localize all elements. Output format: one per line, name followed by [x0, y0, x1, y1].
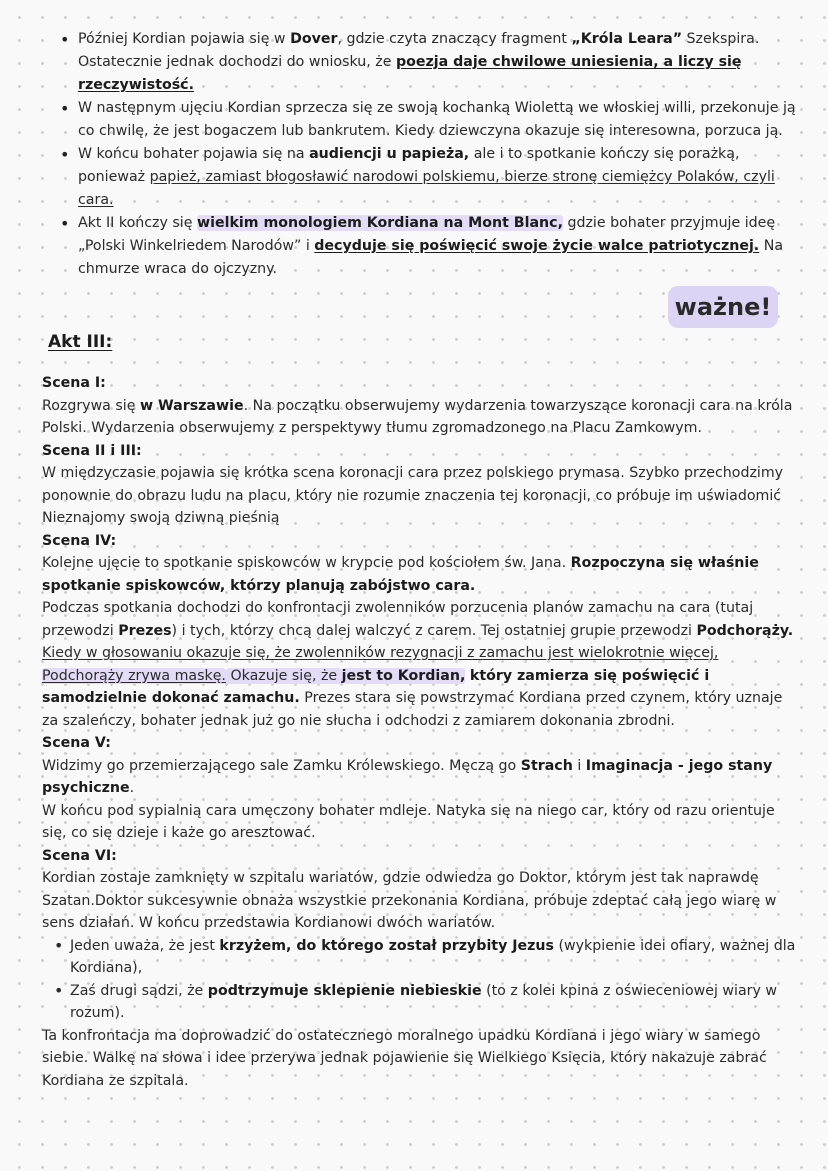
text-run: Okazuje się, że	[225, 667, 342, 684]
bold-text: Dover	[290, 31, 338, 47]
paragraph	[42, 1025, 802, 1093]
madmen-list	[42, 935, 802, 1025]
paragraph	[42, 462, 802, 530]
important-sticker: ważne!	[668, 286, 778, 328]
bullet-item	[58, 143, 798, 212]
text-run: (to z kolei kpina z oświeceniowej wiary w rozum).	[70, 982, 778, 1021]
scene-heading: Scena I:	[42, 375, 106, 391]
text-run: , gdzie czyta znaczący fragment	[337, 31, 572, 47]
text-run: ) i tych, którzy chcą dalej walczyć z carem. Tej ostatniej grupie przewodzi	[171, 622, 697, 639]
paragraph	[42, 597, 802, 732]
list-item	[70, 980, 802, 1025]
underlined-text: Podchorąży zrywa maskę.	[42, 667, 226, 684]
scene-heading: Scena IV:	[42, 532, 117, 549]
bold-text: „Króla Leara”	[571, 31, 683, 47]
act-two-bullet-list	[58, 28, 798, 281]
paragraph	[42, 800, 802, 845]
text-run: Rozgrywa się	[42, 397, 140, 414]
paragraph	[42, 395, 802, 440]
bold-text: w Warszawie	[139, 397, 244, 414]
scene-heading: Scena II i III:	[42, 442, 142, 459]
bold-text: który zamierza się poświęcić i samodzielnie dokonać zamachu.	[42, 667, 710, 706]
text-run: (wykpienie idei ofiary, ważnej dla Kordiana),	[70, 937, 796, 976]
paragraph	[42, 552, 802, 597]
text-run: Jeden uważa, że jest	[70, 937, 220, 954]
bullet-item	[58, 97, 798, 143]
scene-heading: Scena VI:	[42, 847, 117, 864]
bold-text: audiencji u papieża,	[309, 146, 470, 162]
underlined-text: papież, zamiast błogosławić narodowi polskiemu, bierze stronę ciemiężcy Polaków, czyli cara.	[78, 169, 775, 208]
bold-text: wielkim monologiem Kordiana na Mont Blanc,	[196, 215, 563, 231]
paragraph	[42, 755, 802, 800]
list-item	[70, 935, 802, 980]
act-three-content	[42, 372, 802, 1092]
text-run: i	[572, 757, 586, 774]
scene-heading: Scena V:	[42, 735, 111, 751]
bold-text: Imaginacja - jego stany psychiczne	[42, 757, 773, 796]
bold-text: Podchorąży.	[696, 622, 794, 639]
act-three-heading: Akt III:	[48, 332, 113, 352]
text-run: Ta konfrontacja ma doprowadzić do ostatecznego moralnego upadku Kordiana i jego wiary w samego siebie. Walkę na słowa i idee przerywa jednak pojawienie się Wielkiego Księcia, który nakazuje zabrać Kordiana ze szpitala.	[42, 1027, 767, 1089]
text-run: .	[129, 780, 135, 796]
paragraph	[42, 867, 802, 935]
text-run: W międzyczasie pojawia się krótka scena koronacji cara przez polskiego prymasa. Szybko przechodzimy ponownie do obrazu ludu na placu, który nie rozumie znaczenia tej koronacji, co próbuje im uświadomić Nieznajomy swoją dziwną pieśnią	[42, 465, 784, 526]
bold-text: podtrzymuje sklepienie niebieskie	[207, 982, 482, 999]
bold-text: Rozpoczyna się właśnie spotkanie spiskowców, którzy planują zabójstwo cara.	[42, 555, 759, 594]
text-run: Prezes stara się powstrzymać Kordiana przed czynem, który uznaje za szaleńczy, bohater jednak już go nie słucha i odchodzi z zamiarem dokonania zbrodni.	[42, 690, 783, 729]
text-run: Podczas spotkania dochodzi do konfrontacji zwolenników porzucenia planów zamachu na cara (tutaj przewodzi	[42, 600, 754, 639]
bullet-item	[58, 212, 798, 281]
bold-text: krzyżem, do którego został przybity Jezus	[219, 937, 554, 954]
text-run: W końcu pod sypialnią cara umęczony bohater mdleje. Natyka się na niego car, który od razu orientuje się, co się dzieje i każe go aresztować.	[42, 802, 775, 841]
bold-text: decyduje się poświęcić swoje życie walce patriotycznej.	[314, 238, 760, 254]
text-run: Szekspira. Ostatecznie jednak dochodzi do wniosku, że	[78, 31, 760, 70]
text-run: Akt II kończy się	[78, 215, 197, 231]
text-run: W następnym ujęciu Kordian sprzecza się ze swoją kochanką Wiolettą we włoskiej willi, przekonuje ją co chwilę, że jest bogaczem lub bankrutem. Kiedy dziewczyna okazuje się interesowna, porzuca ją.	[78, 100, 796, 139]
text-run: ale i to spotkanie kończy się porażką, ponieważ	[78, 146, 740, 185]
text-run: Na chmurze wraca do ojczyzny.	[78, 238, 784, 277]
text-run: gdzie bohater przyjmuje ideę „Polski Winkelriedem Narodów” i	[78, 215, 776, 254]
bold-text: Strach	[520, 757, 573, 774]
bullet-item	[58, 28, 798, 97]
text-run: W końcu bohater pojawia się na	[78, 146, 310, 162]
text-run: Widzimy go przemierzającego sale Zamku Królewskiego. Męczą go	[42, 757, 521, 774]
bold-text: poezja daje chwilowe uniesienia, a liczy się rzeczywistość.	[78, 54, 742, 93]
text-run: Kordian zostaje zamknięty w szpitalu wariatów, gdzie odwiedza go Doktor, którym jest tak naprawdę Szatan.Doktor sukcesywnie obnaża wszystkie przekonania Kordiana, próbuje zdeptać całą jego wiarę w sens działań. W końcu przedstawia Kordianowi dwóch wariatów.	[42, 870, 777, 931]
text-run: Zaś drugi sądzi, że	[70, 982, 208, 999]
text-run: . Na początku obserwujemy wydarzenia towarzyszące koronacji cara na króla Polski. Wydarzenia obserwujemy z perspektywy tłumu zgromadzonego na Placu Zamkowym.	[42, 397, 793, 436]
text-run: Kolejne ujęcie to spotkanie spiskowców w krypcie pod kościołem św. Jana.	[42, 555, 571, 571]
bold-text: Prezes	[118, 622, 172, 639]
bold-text: jest to Kordian,	[341, 667, 466, 684]
text-run: Później Kordian pojawia się w	[78, 31, 291, 47]
underlined-text: Kiedy w głosowaniu okazuje się, że zwolenników rezygnacji z zamachu jest wielokrotnie więcej,	[42, 645, 719, 661]
